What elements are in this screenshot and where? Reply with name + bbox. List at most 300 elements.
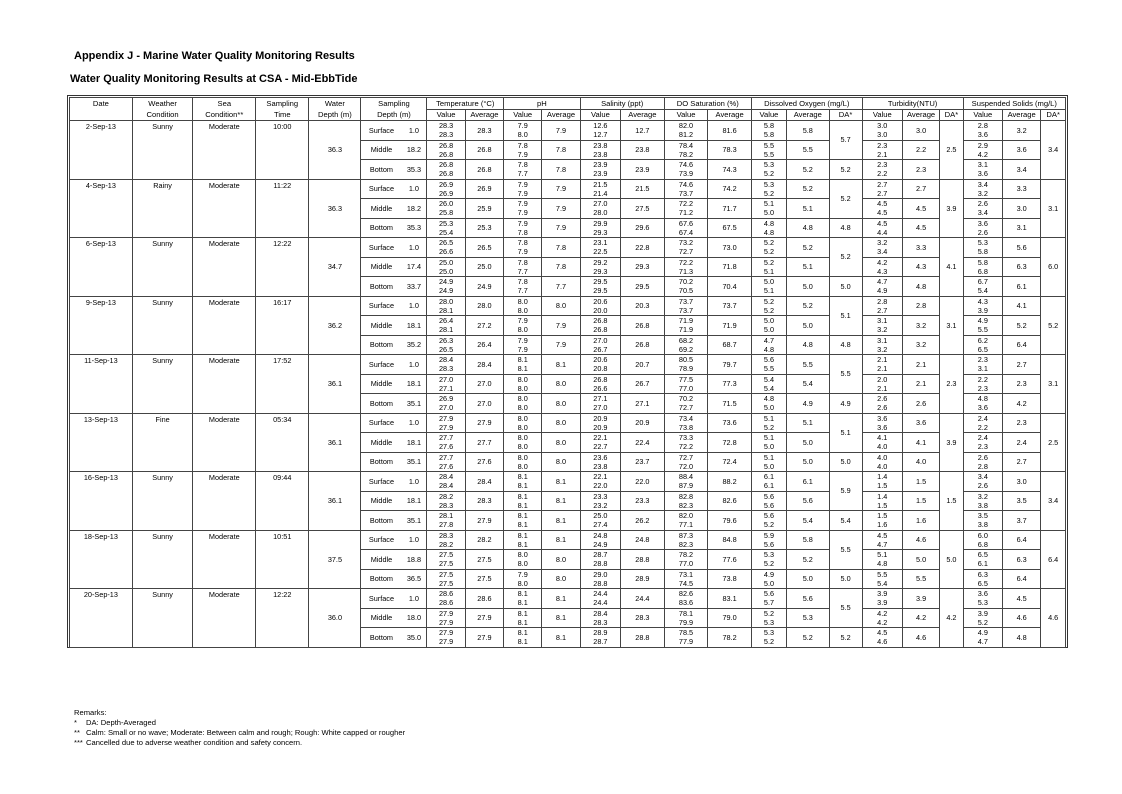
average-cell: 88.2: [708, 472, 752, 492]
reading-value: 8.0: [517, 394, 528, 404]
table-row: [70, 296, 1066, 316]
average-cell: 3.0: [902, 121, 939, 141]
value-pair-cell: [427, 413, 465, 433]
reading-value: 71.9: [678, 325, 694, 335]
reading-value: 28.6: [439, 589, 454, 599]
level-name-cell: Middle: [361, 374, 401, 394]
value-pair-cell: [862, 550, 902, 570]
average-cell: 5.0: [902, 550, 939, 570]
reading-value: 27.0: [439, 403, 454, 413]
average-cell: 24.9: [465, 277, 503, 297]
ss-da-cell: 2.5: [1041, 413, 1066, 472]
remark-text: DA: Depth-Averaged: [86, 718, 156, 727]
value-pair: [964, 414, 1002, 432]
reading-value: 23.8: [593, 140, 608, 150]
reading-value: 5.4: [877, 578, 888, 588]
remark-text: Cancelled due to adverse weather condition and safety concern.: [86, 738, 303, 747]
value-pair: [504, 160, 541, 178]
reading-value: 5.2: [763, 247, 775, 257]
reading-value: 5.0: [763, 442, 775, 452]
value-pair: [665, 550, 708, 568]
reading-value: 3.1: [977, 364, 988, 374]
reading-value: 27.9: [439, 422, 454, 432]
value-pair-cell: [580, 316, 620, 336]
reading-value: 26.8: [593, 374, 608, 384]
value-pair: [752, 511, 786, 529]
value-pair: [752, 297, 786, 315]
value-pair-cell: [751, 628, 786, 648]
value-pair: [863, 277, 902, 295]
value-pair-cell: [580, 569, 620, 589]
reading-value: 71.2: [678, 208, 694, 218]
reading-value: 77.5: [678, 374, 694, 384]
value-pair: [581, 492, 620, 510]
header-value: Value: [427, 110, 465, 121]
reading-value: 28.1: [439, 511, 454, 521]
value-pair-cell: [580, 433, 620, 453]
value-pair-cell: [427, 569, 465, 589]
average-cell: 5.6: [1003, 238, 1041, 258]
value-pair-cell: [504, 238, 542, 258]
time-cell: 11:22: [256, 179, 309, 238]
reading-value: 4.3: [977, 296, 988, 306]
reading-value: 4.9: [977, 316, 988, 326]
value-pair: [581, 531, 620, 549]
value-pair-cell: [963, 394, 1002, 414]
value-pair-cell: [427, 530, 465, 550]
average-cell: 3.3: [1003, 179, 1041, 199]
level-depth-cell: 35.3: [401, 218, 427, 238]
average-cell: 71.9: [708, 316, 752, 336]
do-da-cell: 5.1: [829, 413, 862, 452]
reading-value: 73.4: [678, 413, 694, 423]
reading-value: 8.0: [517, 325, 528, 335]
value-pair: [752, 589, 786, 607]
value-pair: [427, 589, 464, 607]
value-pair: [863, 258, 902, 276]
average-cell: 1.5: [902, 472, 939, 492]
reading-value: 5.2: [763, 637, 775, 647]
reading-value: 7.9: [517, 179, 528, 189]
reading-value: 26.0: [439, 199, 454, 209]
reading-value: 8.1: [517, 617, 528, 627]
value-pair: [504, 550, 541, 568]
value-pair-cell: [427, 296, 465, 316]
value-pair-cell: [427, 511, 465, 531]
value-pair: [665, 433, 708, 451]
reading-value: 73.7: [678, 296, 694, 306]
reading-value: 8.1: [517, 637, 528, 647]
value-pair-cell: [664, 550, 708, 570]
value-pair: [964, 141, 1002, 159]
reading-value: 12.7: [593, 130, 608, 140]
value-pair: [504, 258, 541, 276]
reading-value: 20.6: [593, 355, 608, 365]
reading-value: 5.5: [977, 325, 988, 335]
reading-value: 26.5: [439, 238, 454, 248]
header-temperature: Temperature (°C): [427, 98, 504, 110]
table-row: [70, 121, 1066, 141]
reading-value: 6.8: [977, 539, 988, 549]
weather-cell: Sunny: [132, 355, 193, 414]
value-pair: [504, 219, 541, 237]
average-cell: 27.6: [465, 452, 503, 472]
average-cell: 6.4: [1003, 569, 1041, 589]
turbidity-da-cell: 5.0: [940, 530, 963, 589]
reading-value: 20.8: [593, 364, 608, 374]
value-pair-cell: [963, 160, 1002, 180]
average-cell: 67.5: [708, 218, 752, 238]
reading-value: 4.8: [763, 218, 775, 228]
value-pair: [964, 531, 1002, 549]
reading-value: 4.5: [877, 199, 888, 209]
value-pair: [752, 219, 786, 237]
results-table-frame: [67, 95, 1068, 648]
value-pair: [581, 570, 620, 588]
reading-value: 27.0: [593, 335, 608, 345]
header-average: Average: [1003, 110, 1041, 121]
level-depth-cell: 35.1: [401, 394, 427, 414]
average-cell: 5.5: [787, 140, 830, 160]
value-pair-cell: [580, 472, 620, 492]
average-cell: 4.1: [1003, 296, 1041, 316]
value-pair: [752, 277, 786, 295]
reading-value: 22.1: [593, 472, 608, 482]
water-depth-cell: 36.3: [309, 179, 361, 238]
value-pair-cell: [751, 296, 786, 316]
reading-value: 2.6: [877, 394, 888, 404]
reading-value: 78.2: [678, 149, 694, 159]
value-pair: [581, 316, 620, 334]
average-cell: 26.7: [621, 374, 665, 394]
reading-value: 6.3: [977, 569, 988, 579]
reading-value: 5.1: [763, 199, 775, 209]
reading-value: 22.7: [593, 442, 608, 452]
do-bottom-da-cell: 4.8: [829, 218, 862, 238]
value-pair-cell: [862, 452, 902, 472]
value-pair: [504, 316, 541, 334]
reading-value: 8.0: [517, 296, 528, 306]
reading-value: 2.0: [877, 374, 888, 384]
average-cell: 3.0: [1003, 199, 1041, 219]
reading-value: 3.6: [977, 403, 988, 413]
level-name-cell: Bottom: [361, 511, 401, 531]
reading-value: 79.9: [678, 617, 694, 627]
value-pair-cell: [963, 199, 1002, 219]
value-pair: [863, 628, 902, 646]
average-cell: 29.3: [621, 257, 665, 277]
average-cell: 1.6: [902, 511, 939, 531]
value-pair-cell: [751, 257, 786, 277]
weather-cell: Fine: [132, 413, 193, 472]
average-cell: 28.6: [465, 589, 503, 609]
level-depth-cell: 1.0: [401, 413, 427, 433]
average-cell: 24.8: [621, 530, 665, 550]
value-pair-cell: [963, 374, 1002, 394]
value-pair-cell: [963, 218, 1002, 238]
ss-da-cell: 4.6: [1041, 589, 1066, 648]
value-pair-cell: [664, 121, 708, 141]
average-cell: 6.1: [1003, 277, 1041, 297]
reading-value: 72.7: [678, 247, 694, 257]
value-pair-cell: [862, 374, 902, 394]
level-depth-cell: 18.1: [401, 491, 427, 511]
level-depth-cell: 18.1: [401, 374, 427, 394]
average-cell: 23.7: [621, 452, 665, 472]
reading-value: 2.8: [977, 121, 988, 131]
reading-value: 28.4: [439, 481, 454, 491]
reading-value: 73.9: [678, 169, 694, 179]
value-pair-cell: [427, 472, 465, 492]
ss-da-cell: 5.2: [1041, 296, 1066, 355]
value-pair: [665, 355, 708, 373]
reading-value: 5.2: [763, 422, 775, 432]
average-cell: 81.6: [708, 121, 752, 141]
value-pair: [427, 609, 464, 627]
reading-value: 6.1: [977, 559, 988, 569]
do-da-cell: 5.2: [829, 238, 862, 277]
reading-value: 7.9: [517, 316, 528, 326]
average-cell: 79.0: [708, 608, 752, 628]
reading-value: 7.9: [517, 121, 528, 131]
reading-value: 5.2: [763, 559, 775, 569]
reading-value: 74.5: [678, 578, 694, 588]
value-pair-cell: [427, 238, 465, 258]
average-cell: 26.8: [465, 160, 503, 180]
value-pair: [504, 297, 541, 315]
level-depth-cell: 35.1: [401, 511, 427, 531]
value-pair: [427, 277, 464, 295]
average-cell: 5.0: [787, 569, 830, 589]
reading-value: 29.5: [593, 277, 608, 287]
header-date-blank: [70, 110, 133, 121]
value-pair: [863, 121, 902, 139]
value-pair-cell: [664, 160, 708, 180]
value-pair-cell: [504, 140, 542, 160]
value-pair-cell: [751, 374, 786, 394]
average-cell: 68.7: [708, 335, 752, 355]
reading-value: 1.6: [877, 520, 888, 530]
reading-value: 1.5: [877, 500, 888, 510]
header-sea-condition: Condition**: [193, 110, 256, 121]
reading-value: 28.4: [439, 472, 454, 482]
average-cell: 27.9: [465, 511, 503, 531]
reading-value: 72.0: [678, 461, 694, 471]
do-da-cell: 5.1: [829, 296, 862, 335]
reading-value: 3.2: [977, 491, 988, 501]
reading-value: 29.3: [593, 266, 608, 276]
value-pair-cell: [664, 413, 708, 433]
reading-value: 8.1: [517, 511, 528, 521]
value-pair: [964, 628, 1002, 646]
reading-value: 5.6: [763, 491, 775, 501]
reading-value: 78.5: [678, 628, 694, 638]
value-pair-cell: [580, 199, 620, 219]
value-pair: [504, 355, 541, 373]
value-pair-cell: [963, 257, 1002, 277]
average-cell: 7.8: [542, 257, 580, 277]
reading-value: 6.5: [977, 550, 988, 560]
value-pair-cell: [427, 355, 465, 375]
level-name-cell: Middle: [361, 257, 401, 277]
reading-value: 2.1: [877, 383, 888, 393]
reading-value: 25.0: [439, 266, 454, 276]
value-pair: [665, 297, 708, 315]
average-cell: 7.9: [542, 199, 580, 219]
time-cell: 10:51: [256, 530, 309, 589]
average-cell: 3.3: [902, 238, 939, 258]
turbidity-da-cell: 4.2: [940, 589, 963, 648]
weather-cell: Sunny: [132, 472, 193, 531]
level-depth-cell: 1.0: [401, 238, 427, 258]
value-pair: [752, 414, 786, 432]
reading-value: 4.7: [763, 335, 775, 345]
value-pair-cell: [751, 491, 786, 511]
reading-value: 4.5: [877, 208, 888, 218]
remark-marker: *: [74, 718, 77, 727]
value-pair-cell: [504, 121, 542, 141]
reading-value: 25.4: [439, 227, 454, 237]
level-depth-cell: 18.8: [401, 550, 427, 570]
value-pair: [665, 492, 708, 510]
reading-value: 28.3: [439, 500, 454, 510]
value-pair-cell: [963, 296, 1002, 316]
value-pair: [665, 219, 708, 237]
header-da: DA*: [1041, 110, 1066, 121]
reading-value: 28.3: [593, 617, 608, 627]
reading-value: 5.4: [763, 383, 775, 393]
average-cell: 25.9: [465, 199, 503, 219]
level-name-cell: Surface: [361, 296, 401, 316]
sea-condition-cell: Moderate: [193, 179, 256, 238]
water-depth-cell: 36.2: [309, 296, 361, 355]
value-pair-cell: [963, 121, 1002, 141]
value-pair-cell: [580, 530, 620, 550]
value-pair-cell: [751, 218, 786, 238]
value-pair: [752, 160, 786, 178]
reading-value: 5.5: [763, 364, 775, 374]
reading-value: 26.8: [439, 169, 454, 179]
level-name-cell: Bottom: [361, 628, 401, 648]
level-name-cell: Surface: [361, 530, 401, 550]
reading-value: 3.5: [977, 511, 988, 521]
reading-value: 8.1: [517, 589, 528, 599]
value-pair-cell: [751, 140, 786, 160]
value-pair: [427, 258, 464, 276]
reading-value: 2.3: [977, 383, 988, 393]
level-depth-cell: 35.2: [401, 335, 427, 355]
reading-value: 27.6: [439, 461, 454, 471]
date-cell: 13-Sep-13: [70, 413, 133, 472]
reading-value: 2.1: [877, 355, 888, 365]
average-cell: 84.8: [708, 530, 752, 550]
turbidity-da-cell: 1.5: [940, 472, 963, 531]
do-bottom-da-cell: 4.9: [829, 394, 862, 414]
reading-value: 24.4: [593, 598, 608, 608]
reading-value: 4.7: [877, 539, 888, 549]
value-pair-cell: [664, 569, 708, 589]
header-average: Average: [465, 110, 503, 121]
reading-value: 82.3: [678, 539, 694, 549]
value-pair: [863, 160, 902, 178]
weather-cell: Sunny: [132, 296, 193, 355]
reading-value: 5.2: [763, 169, 775, 179]
reading-value: 2.6: [977, 452, 988, 462]
average-cell: 2.8: [902, 296, 939, 316]
reading-value: 27.0: [593, 199, 608, 209]
level-depth-cell: 18.2: [401, 199, 427, 219]
reading-value: 5.1: [763, 413, 775, 423]
reading-value: 5.8: [763, 130, 775, 140]
value-pair: [427, 531, 464, 549]
level-name-cell: Bottom: [361, 277, 401, 297]
average-cell: 27.2: [465, 316, 503, 336]
reading-value: 5.1: [763, 452, 775, 462]
reading-value: 73.7: [678, 188, 694, 198]
reading-value: 5.6: [763, 500, 775, 510]
reading-value: 5.5: [763, 140, 775, 150]
weather-cell: Sunny: [132, 589, 193, 648]
value-pair-cell: [862, 394, 902, 414]
reading-value: 81.2: [678, 130, 694, 140]
average-cell: 5.3: [787, 608, 830, 628]
value-pair-cell: [664, 355, 708, 375]
reading-value: 26.8: [439, 149, 454, 159]
reading-value: 8.0: [517, 374, 528, 384]
date-cell: 9-Sep-13: [70, 296, 133, 355]
value-pair: [752, 433, 786, 451]
reading-value: 8.1: [517, 539, 528, 549]
turbidity-da-cell: 3.9: [940, 179, 963, 238]
reading-value: 23.3: [593, 491, 608, 501]
reading-value: 5.4: [977, 286, 988, 296]
table-title: Water Quality Monitoring Results at CSA - Mid-EbbTide: [70, 73, 358, 85]
reading-value: 8.0: [517, 433, 528, 443]
value-pair: [427, 160, 464, 178]
value-pair: [504, 277, 541, 295]
value-pair-cell: [580, 140, 620, 160]
value-pair: [665, 472, 708, 490]
average-cell: 4.8: [787, 335, 830, 355]
reading-value: 29.0: [593, 569, 608, 579]
value-pair: [863, 550, 902, 568]
reading-value: 2.7: [877, 305, 888, 315]
reading-value: 25.3: [439, 218, 454, 228]
reading-value: 4.8: [877, 559, 888, 569]
reading-value: 2.6: [877, 403, 888, 413]
value-pair: [427, 238, 464, 256]
value-pair-cell: [664, 511, 708, 531]
reading-value: 28.2: [439, 539, 454, 549]
value-pair: [964, 297, 1002, 315]
average-cell: 4.2: [1003, 394, 1041, 414]
reading-value: 1.4: [877, 472, 888, 482]
reading-value: 7.9: [517, 218, 528, 228]
level-depth-cell: 1.0: [401, 296, 427, 316]
reading-value: 74.6: [678, 179, 694, 189]
reading-value: 4.2: [977, 149, 988, 159]
header-suspended-solids: Suspended Solids (mg/L): [963, 98, 1065, 110]
reading-value: 3.2: [977, 188, 988, 198]
water-depth-cell: 37.5: [309, 530, 361, 589]
reading-value: 23.1: [593, 238, 608, 248]
reading-value: 27.6: [439, 442, 454, 452]
reading-value: 27.1: [593, 394, 608, 404]
value-pair: [665, 609, 708, 627]
reading-value: 2.6: [977, 227, 988, 237]
reading-value: 6.5: [977, 344, 988, 354]
value-pair-cell: [504, 277, 542, 297]
